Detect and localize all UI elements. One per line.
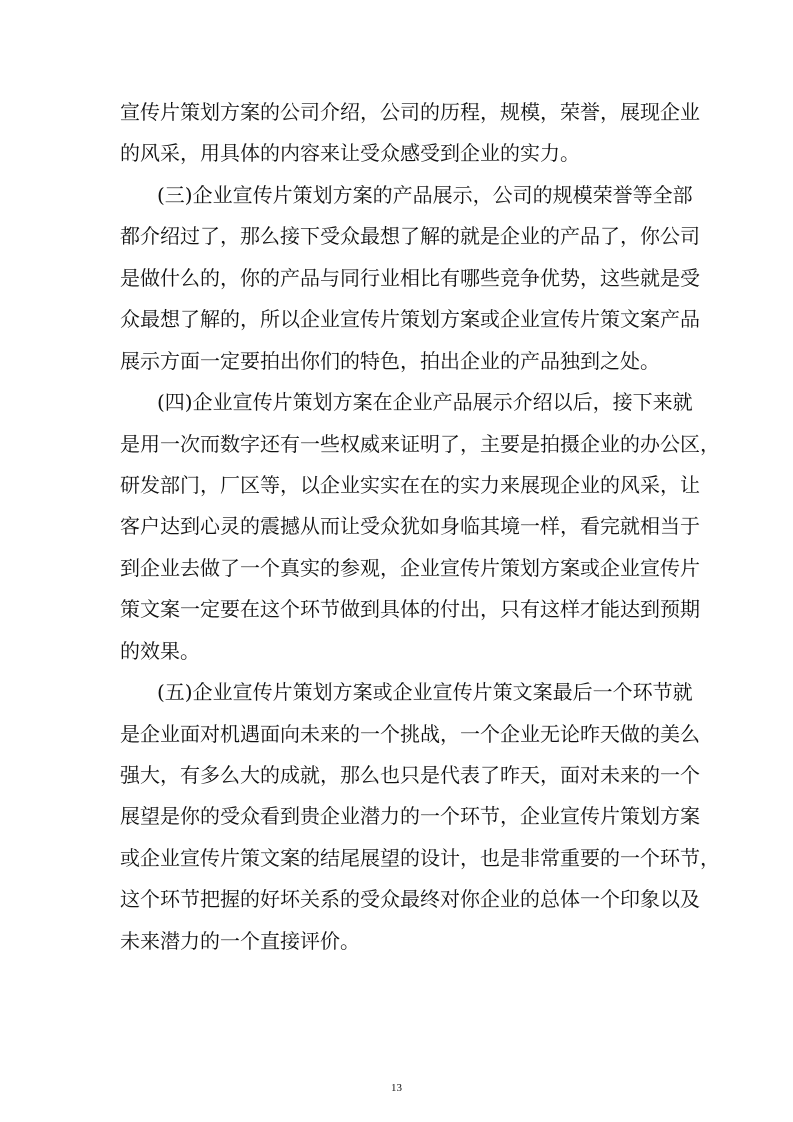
text-line: 宣传片策划方案的公司介绍，公司的历程，规模，荣誉，展现企业 (120, 100, 700, 124)
text-line: 到企业去做了一个真实的参观，企业宣传片策划方案或企业宣传片 (120, 555, 700, 580)
text-line: 研发部门，厂区等，以企业实实在在的实力来展现企业的风采，让 (120, 472, 700, 497)
document-body (120, 92, 720, 962)
text-line: 展望是你的受众看到贵企业潜力的一个环节，企业宣传片策划方案 (120, 804, 700, 829)
text-line: 众最想了解的，所以企业宣传片策划方案或企业宣传片策文案产品 (120, 307, 700, 332)
text-line: 这个环节把握的好坏关系的受众最终对你企业的总体一个印象以及 (120, 887, 700, 912)
text-line: 策文案一定要在这个环节做到具体的付出，只有这样才能达到预期 (120, 597, 700, 622)
text-line: 展示方面一定要拍出你们的特色，拍出企业的产品独到之处。 (120, 348, 660, 373)
text-line: 是用一次而数字还有一些权威来证明了，主要是拍摄企业的办公区， (120, 431, 720, 456)
text-line: 是企业面对机遇面向未来的一个挑战，一个企业无论昨天做的美么 (120, 721, 700, 746)
text-line: 未来潜力的一个直接评价。 (120, 928, 360, 953)
text-line: 或企业宣传片策文案的结尾展望的设计，也是非常重要的一个环节， (120, 845, 720, 870)
page-number: 13 (391, 1082, 402, 1094)
text-line: 客户达到心灵的震撼从而让受众犹如身临其境一样，看完就相当于 (120, 514, 700, 539)
text-line: 的风采，用具体的内容来让受众感受到企业的实力。 (120, 141, 580, 166)
text-line: 强大，有多么大的成就，那么也只是代表了昨天，面对未来的一个 (120, 763, 700, 787)
text-line: 的效果。 (120, 638, 200, 663)
text-line: (三)企业宣传片策划方案的产品展示，公司的规模荣誉等全部 (157, 182, 693, 207)
text-line: 是做什么的，你的产品与同行业相比有哪些竞争优势，这些就是受 (120, 265, 700, 290)
text-line: 都介绍过了，那么接下受众最想了解的就是企业的产品了，你公司 (120, 224, 700, 249)
text-line: (五)企业宣传片策划方案或企业宣传片策文案最后一个环节就 (157, 680, 693, 705)
text-line: (四)企业宣传片策划方案在企业产品展示介绍以后，接下来就 (157, 390, 693, 415)
